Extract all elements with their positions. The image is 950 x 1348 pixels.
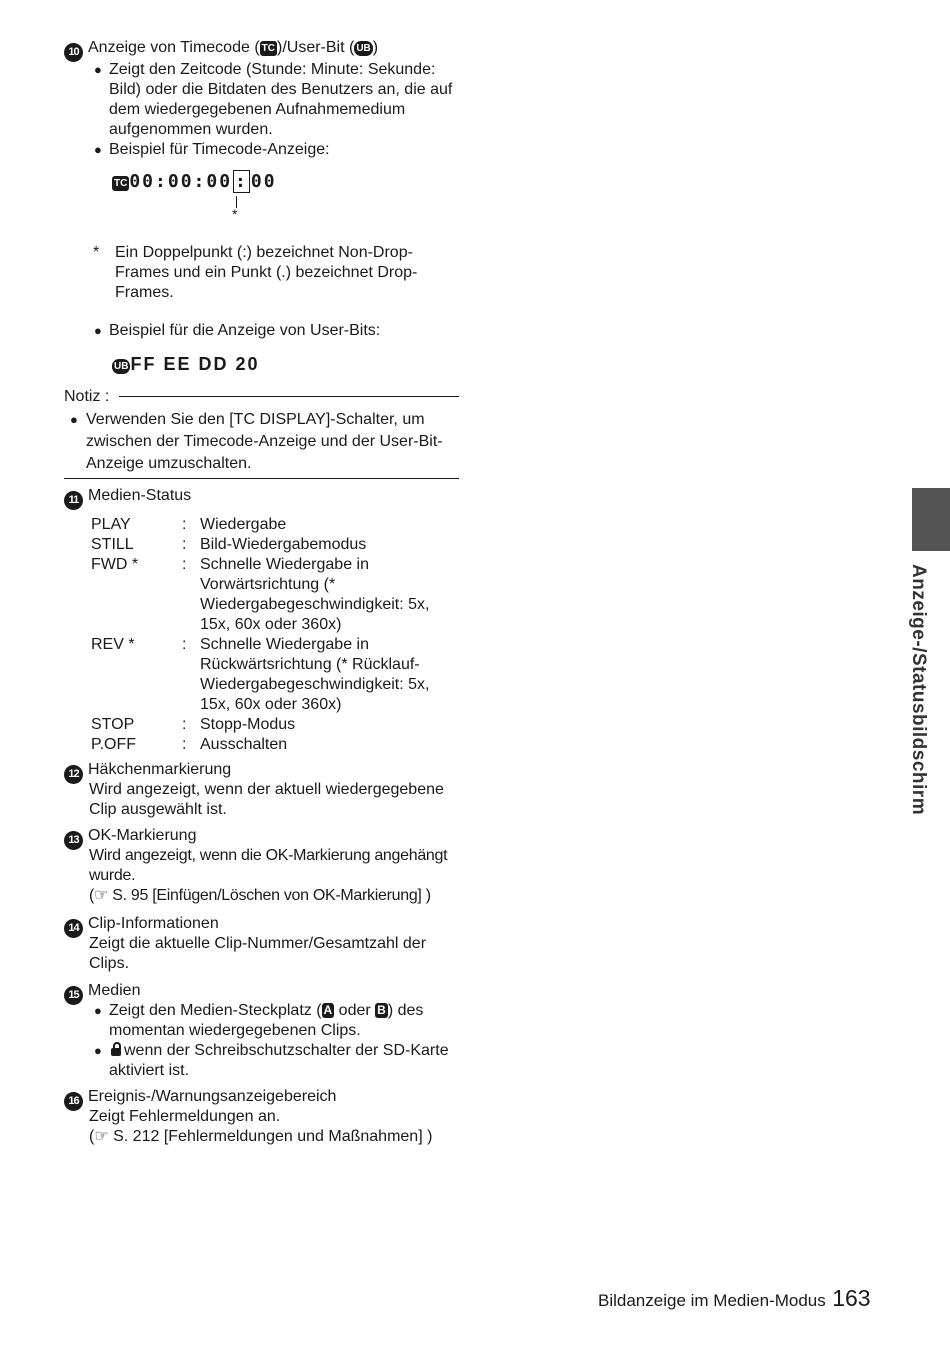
separator-box: : [235, 171, 248, 192]
tc-icon: TC [261, 43, 275, 54]
section-15-body: ● Zeigt den Medien-Steckplatz ( A oder B ) des momentan wiedergegebenen Clips. ● wenn der Schreibschutzschalter der SD-Karte aktiviert ist. [94, 1002, 449, 1079]
status-row [91, 635, 429, 715]
chapter-tab-marker [912, 488, 950, 551]
section-13-heading: 13 OK-Markierung [64, 826, 196, 850]
notiz-body: ● Verwenden Sie den [TC DISPLAY]-Schalter, um zwischen der Timecode-Anzeige und der User-Bit- Anzeige umzuschalten. [70, 411, 443, 472]
number-10-badge: 10 [64, 43, 83, 62]
bullet-icon: ● [94, 62, 102, 77]
note-asterisk: * [93, 244, 100, 261]
number-16-badge: 16 [64, 1092, 83, 1111]
status-description-line: Wiedergabegeschwindigkeit: 5x, [200, 676, 430, 693]
status-description-line: Bild-Wiedergabemodus [200, 536, 367, 553]
status-row [91, 735, 429, 755]
status-colon: : [182, 636, 187, 653]
status-colon: : [182, 556, 187, 573]
number-11-badge: 11 [64, 491, 83, 510]
status-description-line: 15x, 60x oder 360x) [200, 616, 342, 633]
section-14-body: Zeigt die aktuelle Clip-Nummer/Gesamtzahl der Clips. [89, 935, 427, 972]
section-12-body: Wird angezeigt, wenn der aktuell wiedergegebene Clip ausgewählt ist. [89, 781, 444, 818]
lock-icon [111, 1048, 121, 1056]
status-term: REV * [91, 636, 135, 653]
asterisk-note: Ein Doppelpunkt (:) bezeichnet Non-Drop- Frames und ein Punkt (.) bezeichnet Drop- Frames. [115, 244, 418, 301]
status-term: FWD * [91, 556, 139, 573]
notiz-top-rule [119, 396, 459, 397]
status-row [91, 715, 429, 735]
status-description-line: Wiedergabegeschwindigkeit: 5x, [200, 596, 430, 613]
status-colon: : [182, 516, 187, 533]
page-footer [598, 1285, 888, 1312]
section-10-heading: 10 Anzeige von Timecode ( TC )/User-Bit ( UB ) [64, 38, 464, 62]
status-row [91, 555, 429, 635]
bullet-icon: ● [94, 323, 102, 338]
notiz-bottom-rule [64, 478, 459, 479]
status-description-line: Schnelle Wiedergabe in [200, 556, 369, 573]
bullet-icon: ● [94, 142, 102, 157]
error-messages-reference-link[interactable]: (☞ S. 212 [Fehlermeldungen und Maßnahmen] ) [89, 1128, 433, 1145]
section-14-heading: 14 Clip-Informationen [64, 914, 219, 938]
tc-icon: TC [114, 178, 128, 189]
number-15-badge: 15 [64, 986, 83, 1005]
bullet-icon: ● [94, 1003, 102, 1018]
status-description-line: Vorwärtsrichtung (* [200, 576, 336, 593]
section-16-heading: 16 Ereignis-/Warnungsanzeigebereich [64, 1087, 336, 1111]
status-description [200, 735, 429, 755]
status-colon: : [182, 536, 187, 553]
status-term: STOP [91, 716, 135, 733]
section-16-body: Zeigt Fehlermeldungen an. (☞ S. 212 [Fehlermeldungen und Maßnahmen] ) [89, 1107, 469, 1147]
section-10 [64, 38, 464, 62]
status-description-line: Schnelle Wiedergabe in [200, 636, 369, 653]
status-row [91, 535, 429, 555]
section-10-bullet-1: ● Zeigt den Zeitcode (Stunde: Minute: Sekunde: Bild) oder die Bitdaten des Benutzers an, die auf dem wiedergegebenen Aufnahmemedium aufgenommen wurden. ● Beispiel für Timecode-Anzeige: [94, 61, 453, 158]
page-number: 163 [832, 1285, 871, 1311]
notiz-label: Notiz : [64, 388, 110, 405]
status-colon: : [182, 716, 187, 733]
status-description-line: Ausschalten [200, 736, 288, 753]
media-status-table [91, 515, 429, 755]
number-12-badge: 12 [64, 765, 83, 784]
status-description [200, 535, 429, 555]
status-row [91, 515, 429, 535]
chapter-side-label: Anzeige-/Statusbildschirm [908, 564, 929, 816]
status-description-line: Stopp-Modus [200, 716, 296, 733]
section-11-heading: 11 Medien-Status [64, 486, 191, 510]
status-description [200, 635, 429, 715]
status-term: PLAY [91, 516, 131, 533]
ub-icon: UB [114, 361, 129, 372]
section-13-body: Wird angezeigt, wenn die OK-Markierung angehängt wurde. (☞ S. 95 [Einfügen/Löschen von OK-Markierung] ) [89, 846, 469, 906]
status-description-line: Wiedergabe [200, 516, 287, 533]
slot-b-icon: B [377, 1003, 386, 1017]
number-14-badge: 14 [64, 919, 83, 938]
status-description [200, 715, 429, 735]
status-term: P.OFF [91, 736, 137, 753]
status-description-line: Rückwärtsrichtung (* Rücklauf- [200, 656, 420, 673]
section-15-heading: 15 Medien [64, 981, 140, 1005]
section-10-bullet-3: ● Beispiel für die Anzeige von User-Bits: [94, 322, 381, 339]
section-12-heading: 12 Häkchenmarkierung [64, 760, 231, 784]
number-13-badge: 13 [64, 831, 83, 850]
status-description-line: 15x, 60x oder 360x) [200, 696, 342, 713]
ub-icon: UB [356, 43, 371, 54]
status-description [200, 515, 429, 535]
separator-asterisk: * [232, 206, 238, 222]
timecode-example: TC 00:00:00 : 00 [114, 171, 277, 192]
bullet-icon: ● [94, 1043, 102, 1058]
status-term: STILL [91, 536, 134, 553]
slot-a-icon: A [323, 1003, 333, 1017]
bullet-icon: ● [70, 412, 78, 427]
status-colon: : [182, 736, 187, 753]
status-description [200, 555, 429, 635]
ok-mark-reference-link[interactable]: (☞ S. 95 [Einfügen/Löschen von OK-Markierung] ) [89, 887, 431, 904]
footer-title: Bildanzeige im Medien-Modus [598, 1291, 826, 1310]
userbit-example: UB FF EE DD 20 [114, 354, 260, 374]
